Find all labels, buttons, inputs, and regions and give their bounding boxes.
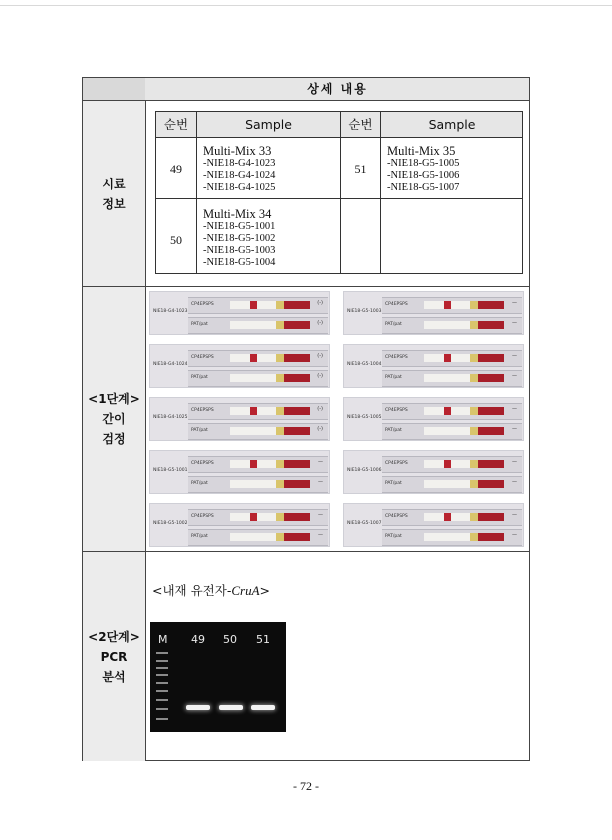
strip-result: (-) xyxy=(317,320,323,326)
lane-label: 51 xyxy=(256,633,270,646)
strip-result: — xyxy=(318,479,323,485)
strip-pad xyxy=(276,301,284,309)
strip-line-label: CP4EPSPS xyxy=(191,408,214,413)
strip-result: (-) xyxy=(317,373,323,379)
sample-title: Multi-Mix 33 xyxy=(203,144,272,158)
strip-pad xyxy=(470,374,478,382)
label-line: 정보 xyxy=(102,196,126,211)
strip-line-label: PAT/pat xyxy=(191,322,208,327)
strip-photo xyxy=(149,397,330,441)
strip-line-pat xyxy=(188,476,328,493)
strip-photo xyxy=(343,291,524,335)
strip-line-pat xyxy=(382,476,522,493)
strip-pad xyxy=(470,354,478,362)
strip-line-cp4 xyxy=(188,297,328,314)
strip-line-label: CP4EPSPS xyxy=(385,408,408,413)
strip-result: — xyxy=(512,300,517,306)
strip-pad xyxy=(276,374,284,382)
sample-cell xyxy=(387,145,459,194)
strip-control-mark xyxy=(250,513,257,521)
strip-result: — xyxy=(512,479,517,485)
strip-line-cp4 xyxy=(188,403,328,420)
label-line: PCR xyxy=(100,649,128,664)
strip-pad xyxy=(470,301,478,309)
col-header-sample: Sample xyxy=(245,117,292,132)
strip-pad xyxy=(276,460,284,468)
ladder-band xyxy=(156,699,168,701)
strip-control-mark xyxy=(250,301,257,309)
strip-absorbent-pad xyxy=(284,480,310,488)
strip-photo xyxy=(149,291,330,335)
strip-line-pat xyxy=(382,529,522,546)
strip-pad xyxy=(470,513,478,521)
strip-absorbent-pad xyxy=(284,321,310,329)
strip-line-label: PAT/pat xyxy=(191,375,208,380)
strip-result: — xyxy=(512,426,517,432)
col-header-num: 순번 xyxy=(348,117,373,132)
row-divider xyxy=(83,286,529,287)
label-line: 간이 xyxy=(102,412,126,426)
sample-row-divider xyxy=(156,198,522,199)
strip-absorbent-pad xyxy=(478,427,504,435)
strip-line-cp4 xyxy=(382,456,522,473)
sample-title: Multi-Mix 34 xyxy=(203,207,272,221)
pcr-band xyxy=(219,705,243,710)
strip-line-cp4 xyxy=(188,456,328,473)
strip-line-label: PAT/pat xyxy=(385,322,402,327)
strip-pad xyxy=(470,407,478,415)
strip-absorbent-pad xyxy=(478,354,504,362)
strip-pad xyxy=(276,513,284,521)
strip-absorbent-pad xyxy=(284,301,310,309)
strip-line-label: PAT/pat xyxy=(385,481,402,486)
strip-result: (-) xyxy=(317,353,323,359)
strip-line-pat xyxy=(188,529,328,546)
strip-line-pat xyxy=(382,317,522,334)
strip-line-pat xyxy=(188,423,328,440)
lane-label: 50 xyxy=(223,633,237,646)
strip-line-label: PAT/pat xyxy=(385,375,402,380)
strip-result: — xyxy=(512,373,517,379)
sample-item: -NIE18-G5-1002 xyxy=(203,233,276,244)
strip-photo xyxy=(343,397,524,441)
strip-line-label: PAT/pat xyxy=(191,428,208,433)
column-divider xyxy=(145,78,146,760)
table-header xyxy=(83,78,529,101)
label-line: 분석 xyxy=(102,669,126,684)
strip-pad xyxy=(470,480,478,488)
strip-result: — xyxy=(512,512,517,518)
strip-sample-code: NIE18-G5-1005 xyxy=(347,415,382,420)
sample-item: -NIE18-G5-1003 xyxy=(203,245,276,256)
strip-control-mark xyxy=(444,513,451,521)
strip-line-label: PAT/pat xyxy=(191,534,208,539)
sample-item: -NIE18-G5-1007 xyxy=(387,182,460,193)
ladder-band xyxy=(156,690,168,692)
sample-item: -NIE18-G4-1025 xyxy=(203,182,276,193)
sample-table xyxy=(155,111,523,274)
strip-absorbent-pad xyxy=(284,374,310,382)
strip-line-label: CP4EPSPS xyxy=(191,355,214,360)
strip-line-pat xyxy=(382,370,522,387)
col-header-sample: Sample xyxy=(428,117,476,132)
pcr-title-suffix: > xyxy=(259,583,270,598)
stage1-label xyxy=(83,287,145,551)
strip-line-pat xyxy=(188,317,328,334)
sample-number: 50 xyxy=(170,233,182,247)
strip-pad xyxy=(276,533,284,541)
sample-item: -NIE18-G5-1001 xyxy=(203,221,276,232)
strip-sample-code: NIE18-G5-1006 xyxy=(347,468,382,473)
lane-label-marker: M xyxy=(158,633,168,646)
sample-item: -NIE18-G4-1023 xyxy=(203,158,276,169)
strip-control-mark xyxy=(250,407,257,415)
strip-sample-code: NIE18-G5-1004 xyxy=(347,362,382,367)
strip-sample-code: NIE18-G5-1003 xyxy=(347,309,382,314)
strip-absorbent-pad xyxy=(478,301,504,309)
strip-result: — xyxy=(512,320,517,326)
label-line: <2단계> xyxy=(88,629,140,644)
strip-line-label: CP4EPSPS xyxy=(191,461,214,466)
strip-result: (-) xyxy=(317,406,323,412)
page-number: - 72 - xyxy=(293,779,319,793)
lane-label: 49 xyxy=(191,633,205,646)
strip-line-label: PAT/pat xyxy=(385,428,402,433)
label-line: 시료 xyxy=(102,176,126,191)
sample-cell xyxy=(203,208,275,269)
label-line: <1단계> xyxy=(88,392,140,406)
strip-photo xyxy=(149,450,330,494)
strip-absorbent-pad xyxy=(478,374,504,382)
header-title: 상세 내용 xyxy=(307,82,368,96)
strip-line-label: CP4EPSPS xyxy=(385,514,408,519)
strip-control-mark xyxy=(444,301,451,309)
pcr-title-prefix: <내재 유전자- xyxy=(152,583,232,598)
strip-photo xyxy=(343,503,524,547)
strip-control-mark xyxy=(444,354,451,362)
strip-result: — xyxy=(318,532,323,538)
strip-line-label: CP4EPSPS xyxy=(191,514,214,519)
ladder-band xyxy=(156,652,168,654)
strip-absorbent-pad xyxy=(478,480,504,488)
strip-line-label: CP4EPSPS xyxy=(385,302,408,307)
strip-absorbent-pad xyxy=(284,427,310,435)
strip-pad xyxy=(470,460,478,468)
strip-line-cp4 xyxy=(382,350,522,367)
pcr-title xyxy=(152,581,270,599)
strip-pad xyxy=(276,407,284,415)
strip-line-label: PAT/pat xyxy=(385,534,402,539)
strip-line-label: CP4EPSPS xyxy=(385,355,408,360)
strip-pad xyxy=(276,321,284,329)
strip-control-mark xyxy=(444,407,451,415)
pcr-title-gene: CruA xyxy=(231,583,260,598)
strip-line-cp4 xyxy=(382,297,522,314)
sample-item: -NIE18-G4-1024 xyxy=(203,170,276,181)
sample-item: -NIE18-G5-1004 xyxy=(203,257,276,268)
strip-line-cp4 xyxy=(382,403,522,420)
strip-photo xyxy=(149,503,330,547)
strip-line-pat xyxy=(382,423,522,440)
strip-sample-code: NIE18-G5-1002 xyxy=(153,521,188,526)
strip-pad xyxy=(470,427,478,435)
sample-cell xyxy=(203,145,275,194)
strip-result: — xyxy=(512,459,517,465)
strip-photo xyxy=(343,344,524,388)
strip-absorbent-pad xyxy=(284,513,310,521)
strip-line-pat xyxy=(188,370,328,387)
sample-number: 51 xyxy=(354,162,367,176)
ladder-band xyxy=(156,708,168,710)
strip-control-mark xyxy=(444,460,451,468)
strip-sample-code: NIE18-G5-1001 xyxy=(153,468,188,473)
label-line: 검정 xyxy=(102,432,126,446)
strip-absorbent-pad xyxy=(478,460,504,468)
strip-result: — xyxy=(318,512,323,518)
pcr-band xyxy=(186,705,210,710)
strip-line-cp4 xyxy=(188,350,328,367)
strip-line-label: CP4EPSPS xyxy=(385,461,408,466)
sample-info-label xyxy=(83,101,145,286)
ladder-band xyxy=(156,718,168,720)
strip-absorbent-pad xyxy=(284,460,310,468)
col-header-num: 순번 xyxy=(163,117,189,132)
sample-title: Multi-Mix 35 xyxy=(387,144,456,158)
strip-absorbent-pad xyxy=(478,513,504,521)
strip-result: — xyxy=(512,532,517,538)
strip-sample-code: NIE18-G4-1024 xyxy=(153,362,188,367)
strip-absorbent-pad xyxy=(284,407,310,415)
strip-line-cp4 xyxy=(382,509,522,526)
strip-result: — xyxy=(318,459,323,465)
pcr-gel-image xyxy=(150,622,286,732)
header-corner xyxy=(83,78,145,100)
strip-sample-code: NIE18-G5-1007 xyxy=(347,521,382,526)
strip-result: — xyxy=(512,406,517,412)
strip-result: — xyxy=(512,353,517,359)
strip-pad xyxy=(470,321,478,329)
strip-control-mark xyxy=(250,354,257,362)
strip-absorbent-pad xyxy=(284,533,310,541)
strip-result: (-) xyxy=(317,300,323,306)
ladder-band xyxy=(156,674,168,676)
sample-item: -NIE18-G5-1006 xyxy=(387,170,460,181)
sample-item: -NIE18-G5-1005 xyxy=(387,158,460,169)
strip-pad xyxy=(276,354,284,362)
strip-control-mark xyxy=(250,460,257,468)
strip-line-label: PAT/pat xyxy=(191,481,208,486)
pcr-band xyxy=(251,705,275,710)
row-divider xyxy=(83,551,529,552)
top-rule xyxy=(0,5,612,6)
sample-number: 49 xyxy=(170,162,182,176)
ladder-band xyxy=(156,667,168,669)
strip-sample-code: NIE18-G4-1025 xyxy=(153,415,188,420)
strip-pad xyxy=(276,480,284,488)
strip-absorbent-pad xyxy=(478,321,504,329)
strip-pad xyxy=(276,427,284,435)
ladder-band xyxy=(156,682,168,684)
strip-line-cp4 xyxy=(188,509,328,526)
strip-sample-code: NIE18-G4-1023 xyxy=(153,309,188,314)
strip-absorbent-pad xyxy=(284,354,310,362)
strip-result: (-) xyxy=(317,426,323,432)
strip-pad xyxy=(470,533,478,541)
strip-line-label: CP4EPSPS xyxy=(191,302,214,307)
strip-absorbent-pad xyxy=(478,407,504,415)
strip-photo xyxy=(343,450,524,494)
ladder-band xyxy=(156,660,168,662)
stage2-label xyxy=(83,552,145,761)
strip-photo xyxy=(149,344,330,388)
strip-absorbent-pad xyxy=(478,533,504,541)
